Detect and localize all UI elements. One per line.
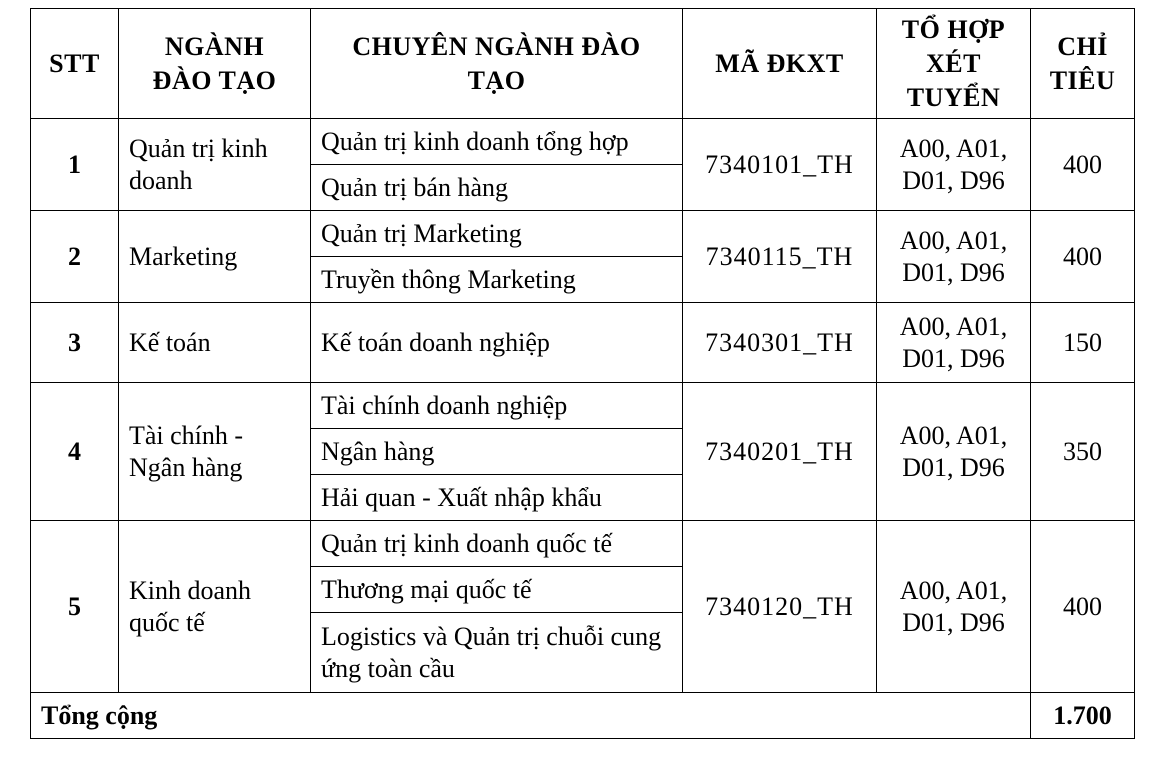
cell-ma: 7340101_TH [683, 119, 877, 211]
cell-ma: 7340120_TH [683, 521, 877, 693]
admission-table [30, 8, 1135, 739]
header-ma: MÃ ĐKXT [683, 9, 877, 119]
cell-ma: 7340301_TH [683, 303, 877, 383]
cell-to-hop: A00, A01, D01, D96 [877, 383, 1031, 521]
cell-nganh: Kế toán [119, 303, 311, 383]
cell-ma: 7340115_TH [683, 211, 877, 303]
cell-stt: 4 [31, 383, 119, 521]
header-chi-tieu: CHỈ TIÊU [1031, 9, 1135, 119]
cell-to-hop: A00, A01, D01, D96 [877, 303, 1031, 383]
cell-spec: Tài chính doanh nghiệp [311, 383, 683, 429]
table-row [31, 303, 1135, 383]
cell-spec: Hải quan - Xuất nhập khẩu [311, 475, 683, 521]
cell-stt: 2 [31, 211, 119, 303]
cell-nganh: Quản trị kinh doanh [119, 119, 311, 211]
table-row [31, 383, 1135, 429]
cell-spec: Quản trị bán hàng [311, 165, 683, 211]
header-row [31, 9, 1135, 119]
cell-spec: Kế toán doanh nghiệp [311, 303, 683, 383]
cell-chi-tieu: 400 [1031, 211, 1135, 303]
table-row [31, 211, 1135, 257]
cell-spec: Quản trị Marketing [311, 211, 683, 257]
total-row [31, 693, 1135, 739]
cell-nganh: Marketing [119, 211, 311, 303]
cell-to-hop: A00, A01, D01, D96 [877, 521, 1031, 693]
cell-nganh: Kinh doanh quốc tế [119, 521, 311, 693]
cell-spec: Quản trị kinh doanh quốc tế [311, 521, 683, 567]
header-chuyen-nganh: CHUYÊN NGÀNH ĐÀO TẠO [311, 9, 683, 119]
cell-to-hop: A00, A01, D01, D96 [877, 119, 1031, 211]
cell-chi-tieu: 400 [1031, 521, 1135, 693]
cell-chi-tieu: 400 [1031, 119, 1135, 211]
table-row [31, 119, 1135, 165]
table-row [31, 521, 1135, 567]
cell-to-hop: A00, A01, D01, D96 [877, 211, 1031, 303]
cell-stt: 3 [31, 303, 119, 383]
header-nganh: NGÀNH ĐÀO TẠO [119, 9, 311, 119]
total-value: 1.700 [1031, 693, 1135, 739]
cell-chi-tieu: 350 [1031, 383, 1135, 521]
total-label: Tổng cộng [31, 693, 1031, 739]
cell-ma: 7340201_TH [683, 383, 877, 521]
cell-chi-tieu: 150 [1031, 303, 1135, 383]
cell-stt: 5 [31, 521, 119, 693]
header-to-hop: TỔ HỢP XÉT TUYỂN [877, 9, 1031, 119]
cell-stt: 1 [31, 119, 119, 211]
cell-spec: Thương mại quốc tế [311, 567, 683, 613]
cell-spec: Logistics và Quản trị chuỗi cung ứng toàn cầu [311, 613, 683, 693]
header-stt: STT [31, 9, 119, 119]
cell-spec: Ngân hàng [311, 429, 683, 475]
cell-spec: Quản trị kinh doanh tổng hợp [311, 119, 683, 165]
cell-spec: Truyền thông Marketing [311, 257, 683, 303]
cell-nganh: Tài chính - Ngân hàng [119, 383, 311, 521]
